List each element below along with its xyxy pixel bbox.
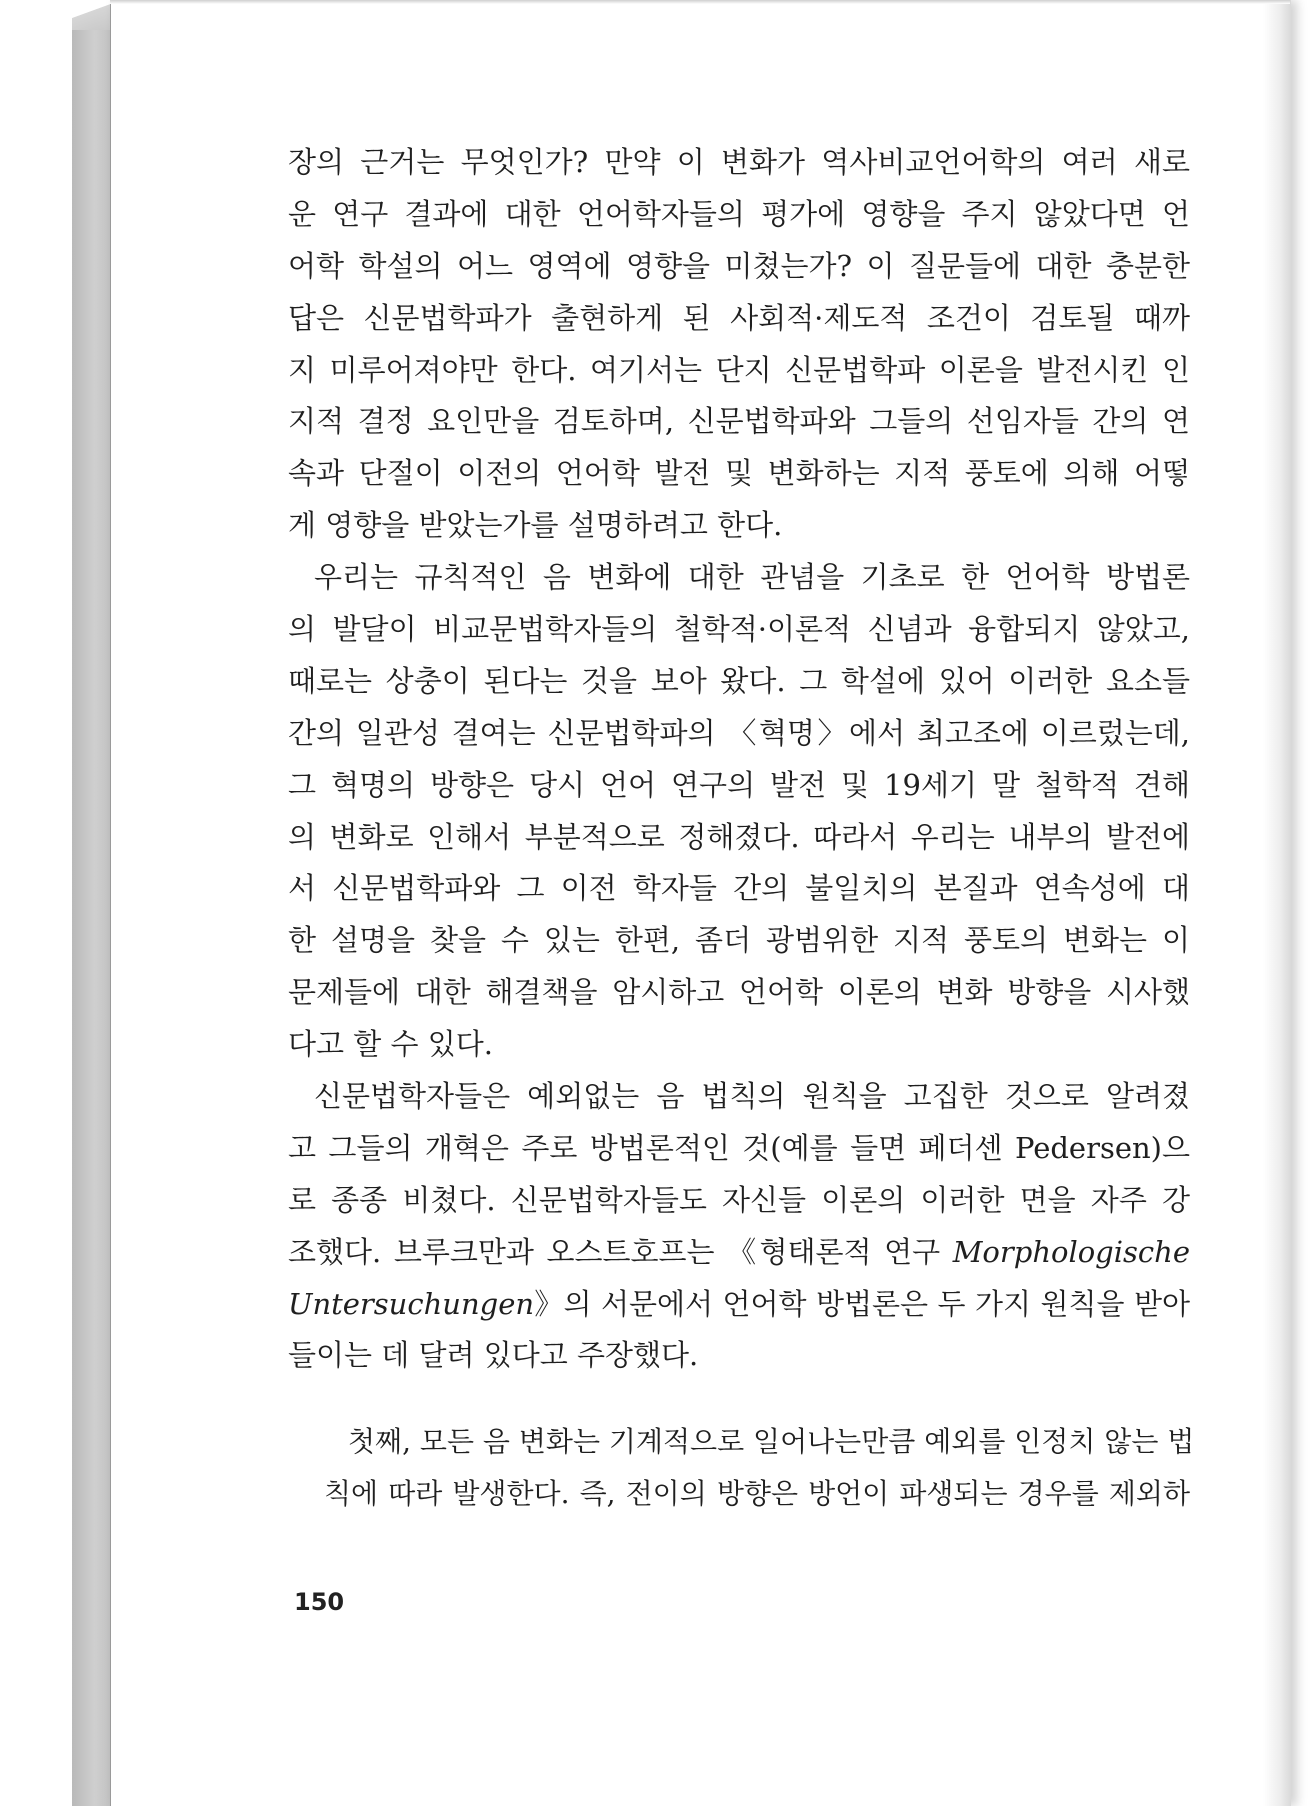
paragraph-2 — [288, 552, 1190, 1071]
text-line: 다고 할 수 있다. — [288, 1027, 493, 1062]
text-line: 그 혁명의 방향은 당시 언어 연구의 발전 및 19세기 말 철학적 견해 — [288, 767, 1190, 802]
quote-line: 칙에 따라 발생한다. 즉, 전이의 방향은 방언이 파생되는 경우를 제외하 — [324, 1477, 1190, 1511]
text-line: 문제들에 대한 해결책을 암시하고 언어학 이론의 변화 방향을 시사했 — [288, 975, 1190, 1010]
book-spine — [72, 0, 110, 1806]
page-edge-shading — [1263, 0, 1291, 1806]
block-quote — [288, 1416, 1195, 1520]
text-line: 들이는 데 달려 있다고 주장했다. — [288, 1338, 699, 1373]
text-segment: 》의 서문에서 언어학 방법론은 두 가지 원칙을 받아 — [534, 1286, 1190, 1321]
text-line: 속과 단절이 이전의 언어학 발전 및 변화하는 지적 풍토에 의해 어떻 — [288, 456, 1190, 491]
text-line: 고 그들의 개혁은 주로 방법론적인 것(예를 들면 페더센 Pedersen)으 — [288, 1130, 1190, 1165]
text-line: 신문법학자들은 예외없는 음 법칙의 원칙을 고집한 것으로 알려졌 — [314, 1079, 1190, 1114]
page-number: 150 — [294, 1588, 345, 1616]
text-line: 우리는 규칙적인 음 변화에 대한 관념을 기초로 한 언어학 방법론 — [314, 560, 1190, 595]
paragraph-3 — [288, 1071, 1190, 1382]
italic-title: Morphologische — [952, 1234, 1190, 1269]
text-line: 운 연구 결과에 대한 언어학자들의 평가에 영향을 주지 않았다면 언 — [288, 196, 1190, 231]
text-segment: 조했다. 브루크만과 오스트호프는 《형태론적 연구 — [288, 1234, 941, 1269]
paragraph-spacer — [288, 1382, 1190, 1416]
text-line: 간의 일관성 결여는 신문법학파의 〈혁명〉에서 최고조에 이르렀는데, — [288, 715, 1190, 750]
text-line: 때로는 상충이 된다는 것을 보아 왔다. 그 학설에 있어 이러한 요소들 — [288, 663, 1190, 698]
body-text — [288, 137, 1195, 1520]
text-line: 한 설명을 찾을 수 있는 한편, 좀더 광범위한 지적 풍토의 변화는 이 — [288, 923, 1190, 958]
text-line: 장의 근거는 무엇인가? 만약 이 변화가 역사비교언어학의 여러 새로 — [288, 145, 1190, 179]
text-line: 로 종종 비쳤다. 신문법학자들도 자신들 이론의 이러한 면을 자주 강 — [288, 1182, 1190, 1217]
italic-title: Untersuchungen — [288, 1286, 535, 1321]
text-line: 지 미루어져야만 한다. 여기서는 단지 신문법학파 이론을 발전시킨 인 — [288, 352, 1190, 387]
text-line: 의 발달이 비교문법학자들의 철학적·이론적 신념과 융합되지 않았고, — [288, 612, 1190, 647]
text-line — [288, 1279, 1190, 1331]
text-line: 지적 결정 요인만을 검토하며, 신문법학파와 그들의 선임자들 간의 연 — [288, 404, 1190, 439]
page-top-edge — [110, 0, 1290, 4]
quote-line: 첫째, 모든 음 변화는 기계적으로 일어나는만큼 예외를 인정치 않는 법 — [348, 1425, 1195, 1459]
text-line — [288, 1227, 1190, 1279]
text-line: 서 신문법학파와 그 이전 학자들 간의 불일치의 본질과 연속성에 대 — [288, 871, 1190, 906]
text-line: 답은 신문법학파가 출현하게 된 사회적·제도적 조건이 검토될 때까 — [288, 300, 1190, 335]
paragraph-1 — [288, 137, 1190, 552]
book-spine-edge — [72, 0, 112, 30]
text-line: 의 변화로 인해서 부분적으로 정해졌다. 따라서 우리는 내부의 발전에 — [288, 819, 1190, 854]
text-line: 어학 학설의 어느 영역에 영향을 미쳤는가? 이 질문들에 대한 충분한 — [288, 248, 1190, 283]
text-line: 게 영향을 받았는가를 설명하려고 한다. — [288, 508, 783, 543]
